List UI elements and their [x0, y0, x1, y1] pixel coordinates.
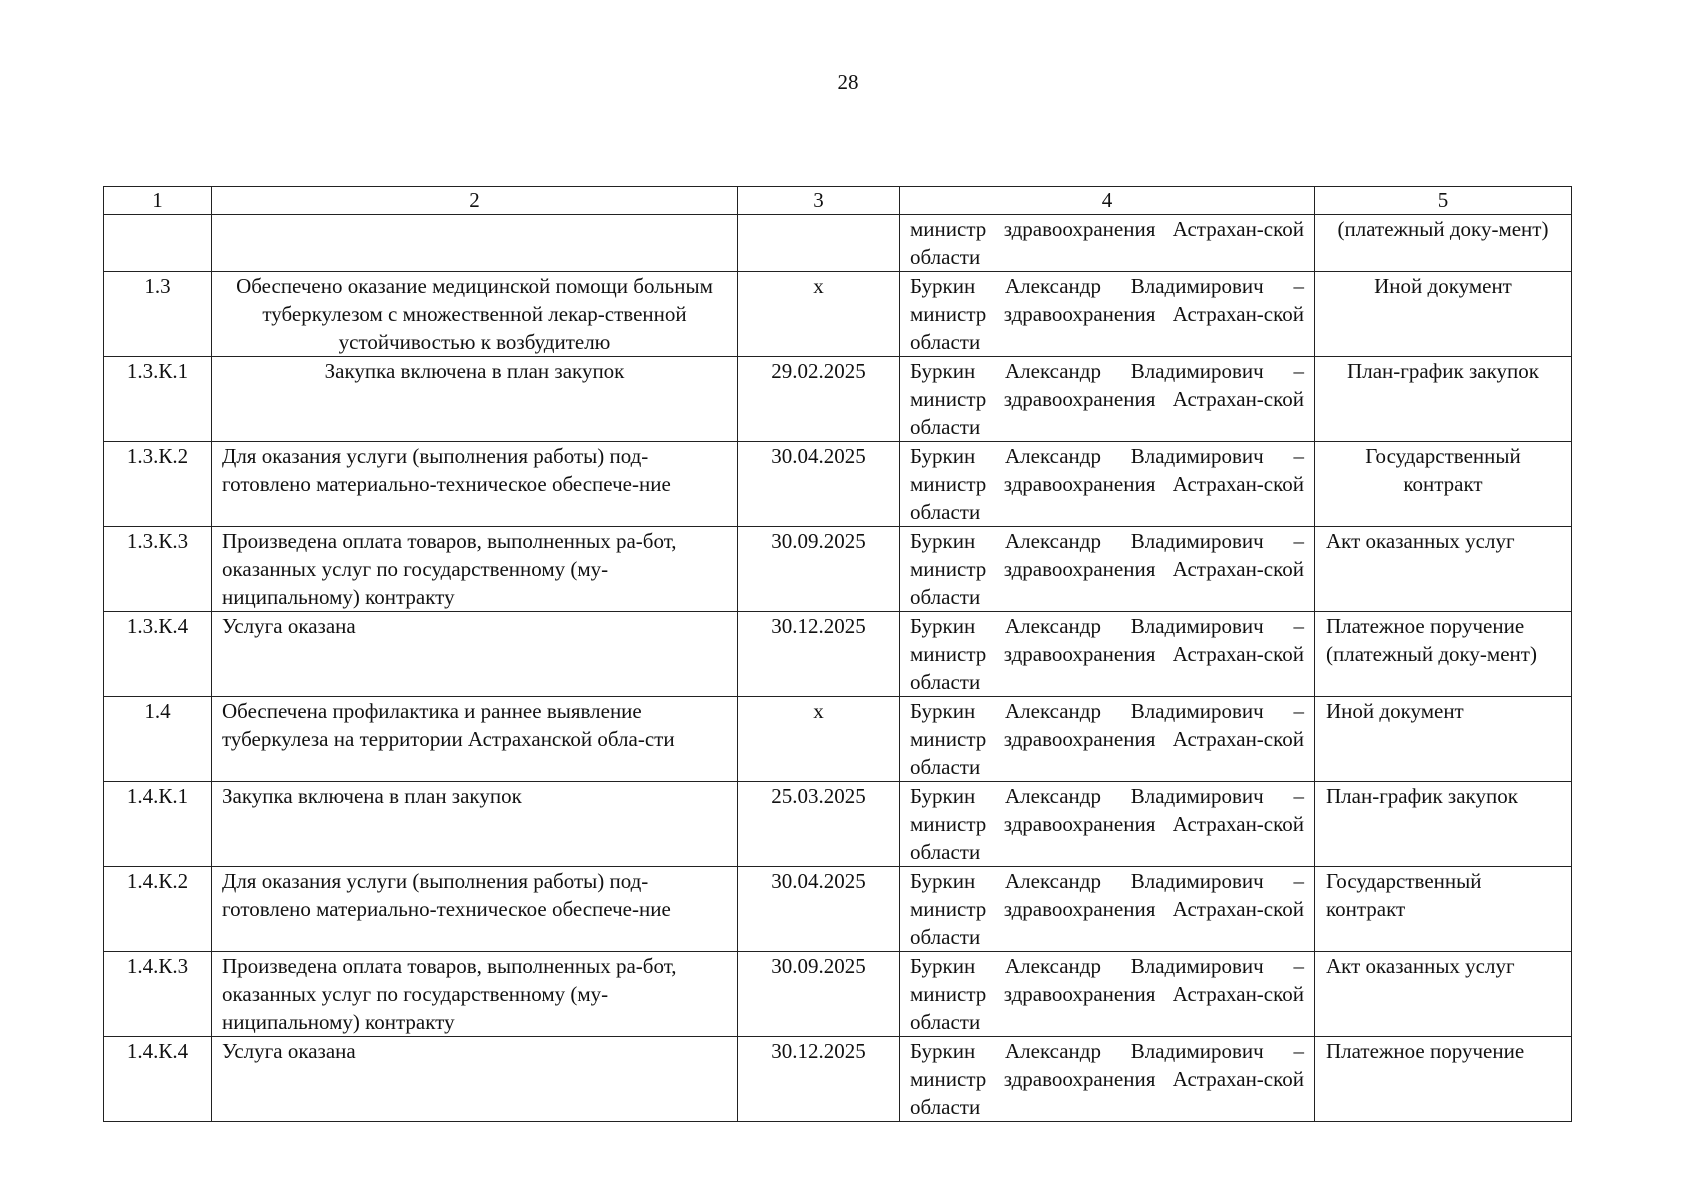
row-date: 30.04.2025 [738, 867, 900, 952]
row-document: Платежное поручение (платежный доку-мент) [1315, 612, 1572, 697]
row-description: Закупка включена в план закупок [212, 782, 738, 867]
row-number [104, 215, 212, 272]
row-date: х [738, 697, 900, 782]
row-date: 30.04.2025 [738, 442, 900, 527]
row-description: Закупка включена в план закупок [212, 357, 738, 442]
table-body [104, 215, 1572, 1122]
row-date: х [738, 272, 900, 357]
row-responsible: Буркин Александр Владимирович – министр здравоохранения Астрахан-ской области [900, 952, 1315, 1037]
row-date: 25.03.2025 [738, 782, 900, 867]
table-row [104, 697, 1572, 782]
row-responsible: министр здравоохранения Астрахан-ской области [900, 215, 1315, 272]
row-description: Услуга оказана [212, 1037, 738, 1122]
page-number: 28 [837, 70, 859, 94]
table-row [104, 612, 1572, 697]
row-responsible: Буркин Александр Владимирович – министр здравоохранения Астрахан-ской области [900, 867, 1315, 952]
header-col-2: 2 [212, 187, 738, 215]
row-number: 1.3.К.1 [104, 357, 212, 442]
row-number: 1.3.К.3 [104, 527, 212, 612]
row-number: 1.3 [104, 272, 212, 357]
row-document: Иной документ [1315, 272, 1572, 357]
table-row [104, 527, 1572, 612]
header-row [104, 187, 1572, 215]
row-number: 1.4.К.2 [104, 867, 212, 952]
row-document: План-график закупок [1315, 782, 1572, 867]
row-date: 30.09.2025 [738, 527, 900, 612]
table-row [104, 782, 1572, 867]
row-date: 30.12.2025 [738, 612, 900, 697]
row-responsible: Буркин Александр Владимирович – министр здравоохранения Астрахан-ской области [900, 442, 1315, 527]
row-document: (платежный доку-мент) [1315, 215, 1572, 272]
row-description: Для оказания услуги (выполнения работы) под-готовлено материально-техническое обеспече-ние [212, 442, 738, 527]
row-number: 1.3.К.2 [104, 442, 212, 527]
row-document: Государственный контракт [1315, 442, 1572, 527]
header-col-5: 5 [1315, 187, 1572, 215]
table-row [104, 215, 1572, 272]
table-row [104, 1037, 1572, 1122]
header-col-4: 4 [900, 187, 1315, 215]
row-description: Обеспечено оказание медицинской помощи больным туберкулезом с множественной лекар-ственной устойчивостью к возбудителю [212, 272, 738, 357]
row-responsible: Буркин Александр Владимирович – министр здравоохранения Астрахан-ской области [900, 782, 1315, 867]
row-date: 29.02.2025 [738, 357, 900, 442]
table-row [104, 442, 1572, 527]
plan-table [103, 186, 1572, 1122]
row-description: Услуга оказана [212, 612, 738, 697]
header-col-3: 3 [738, 187, 900, 215]
row-date: 30.09.2025 [738, 952, 900, 1037]
row-number: 1.4.К.3 [104, 952, 212, 1037]
header-col-1: 1 [104, 187, 212, 215]
row-responsible: Буркин Александр Владимирович – министр здравоохранения Астрахан-ской области [900, 272, 1315, 357]
row-description: Обеспечена профилактика и раннее выявление туберкулеза на территории Астраханской обла-сти [212, 697, 738, 782]
table-row [104, 952, 1572, 1037]
row-number: 1.4.К.1 [104, 782, 212, 867]
row-responsible: Буркин Александр Владимирович – министр здравоохранения Астрахан-ской области [900, 1037, 1315, 1122]
table-row [104, 272, 1572, 357]
row-description: Произведена оплата товаров, выполненных ра-бот, оказанных услуг по государственному (му-ниципальному) контракту [212, 527, 738, 612]
row-document: План-график закупок [1315, 357, 1572, 442]
row-document: Иной документ [1315, 697, 1572, 782]
row-responsible: Буркин Александр Владимирович – министр здравоохранения Астрахан-ской области [900, 697, 1315, 782]
row-document: Акт оказанных услуг [1315, 527, 1572, 612]
row-number: 1.3.К.4 [104, 612, 212, 697]
row-description: Для оказания услуги (выполнения работы) под-готовлено материально-техническое обеспече-ние [212, 867, 738, 952]
row-responsible: Буркин Александр Владимирович – министр здравоохранения Астрахан-ской области [900, 357, 1315, 442]
row-document: Государственный контракт [1315, 867, 1572, 952]
row-date: 30.12.2025 [738, 1037, 900, 1122]
row-responsible: Буркин Александр Владимирович – министр здравоохранения Астрахан-ской области [900, 527, 1315, 612]
row-document: Акт оказанных услуг [1315, 952, 1572, 1037]
row-number: 1.4.К.4 [104, 1037, 212, 1122]
row-number: 1.4 [104, 697, 212, 782]
row-date [738, 215, 900, 272]
row-responsible: Буркин Александр Владимирович – министр здравоохранения Астрахан-ской области [900, 612, 1315, 697]
row-description: Произведена оплата товаров, выполненных ра-бот, оказанных услуг по государственному (му-ниципальному) контракту [212, 952, 738, 1037]
row-description [212, 215, 738, 272]
table-row [104, 357, 1572, 442]
row-document: Платежное поручение [1315, 1037, 1572, 1122]
table-row [104, 867, 1572, 952]
table-header [104, 187, 1572, 215]
